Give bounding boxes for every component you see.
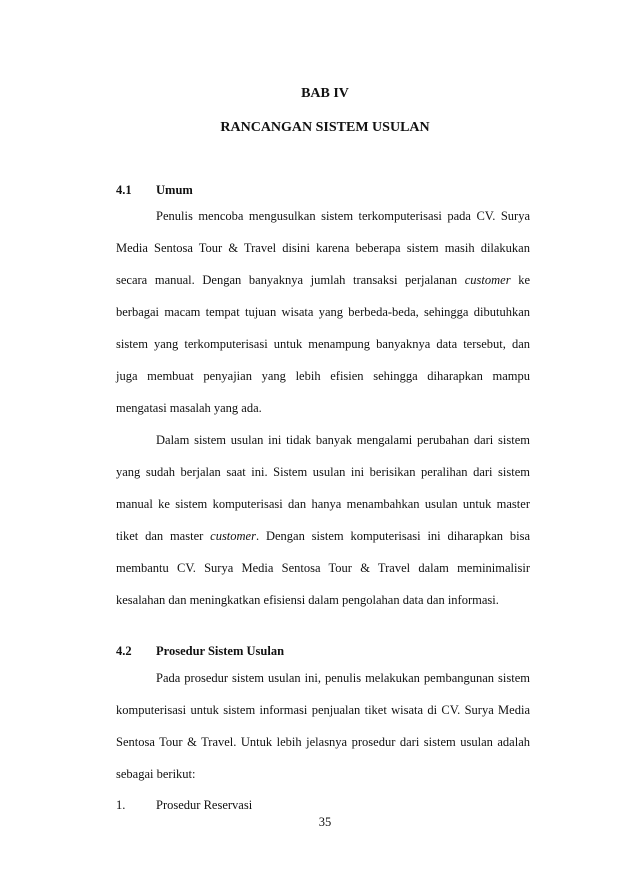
paragraph-line: Dalam sistem usulan ini tidak banyak mengalami perubahan dari sistem	[156, 433, 530, 447]
page-number: 35	[318, 815, 332, 829]
paragraph-line: sebagai berikut:	[116, 767, 196, 781]
paragraph-line: membantu CV. Surya Media Sentosa Tour & Travel dalam meminimalisir	[116, 561, 530, 575]
list-item	[116, 798, 252, 813]
paragraph-line: Sentosa Tour & Travel. Untuk lebih jelasnya prosedur dari sistem usulan adalah	[116, 735, 530, 749]
paragraph-line: kesalahan dan meningkatkan efisiensi dalam pengolahan data dan informasi.	[116, 593, 499, 607]
paragraph-line: mengatasi masalah yang ada.	[116, 401, 262, 415]
section-title: Prosedur Sistem Usulan	[156, 644, 285, 658]
paragraph-line: tiket dan master customer. Dengan sistem komputerisasi ini diharapkan bisa	[116, 529, 530, 543]
paragraph-line: manual ke sistem komputerisasi dan hanya menambahkan usulan untuk master	[116, 497, 530, 511]
paragraph-line: Pada prosedur sistem usulan ini, penulis melakukan pembangunan sistem	[156, 671, 530, 685]
paragraph-line: secara manual. Dengan banyaknya jumlah transaksi perjalanan customer ke	[116, 273, 530, 287]
chapter-number: BAB IV	[301, 86, 349, 101]
paragraph-line: yang sudah berjalan saat ini. Sistem usulan ini berisikan peralihan dari sistem	[116, 465, 530, 479]
section-number: 4.1	[116, 183, 132, 197]
paragraph-line: berbagai macam tempat tujuan wisata yang berbeda-beda, sehingga dibutuhkan	[116, 305, 530, 319]
list-item-label: Prosedur Reservasi	[156, 798, 253, 812]
paragraph-line: juga membuat penyajian yang lebih efisien sehingga diharapkan mampu	[116, 369, 530, 383]
paragraph-line: Media Sentosa Tour & Travel disini karena beberapa sistem masih dilakukan	[116, 241, 530, 255]
section-heading-4-2	[116, 644, 284, 659]
section-number: 4.2	[116, 644, 132, 658]
section-title: Umum	[156, 183, 193, 197]
section-heading-4-1	[116, 183, 193, 198]
paragraph-line: Penulis mencoba mengusulkan sistem terkomputerisasi pada CV. Surya	[156, 209, 530, 223]
list-item-number: 1.	[116, 798, 126, 812]
paragraph-line: komputerisasi untuk sistem informasi penjualan tiket wisata di CV. Surya Media	[116, 703, 530, 717]
chapter-title: RANCANGAN SISTEM USULAN	[220, 120, 430, 135]
paragraph-line: sistem yang terkomputerisasi untuk menampung banyaknya data tersebut, dan	[116, 337, 530, 351]
